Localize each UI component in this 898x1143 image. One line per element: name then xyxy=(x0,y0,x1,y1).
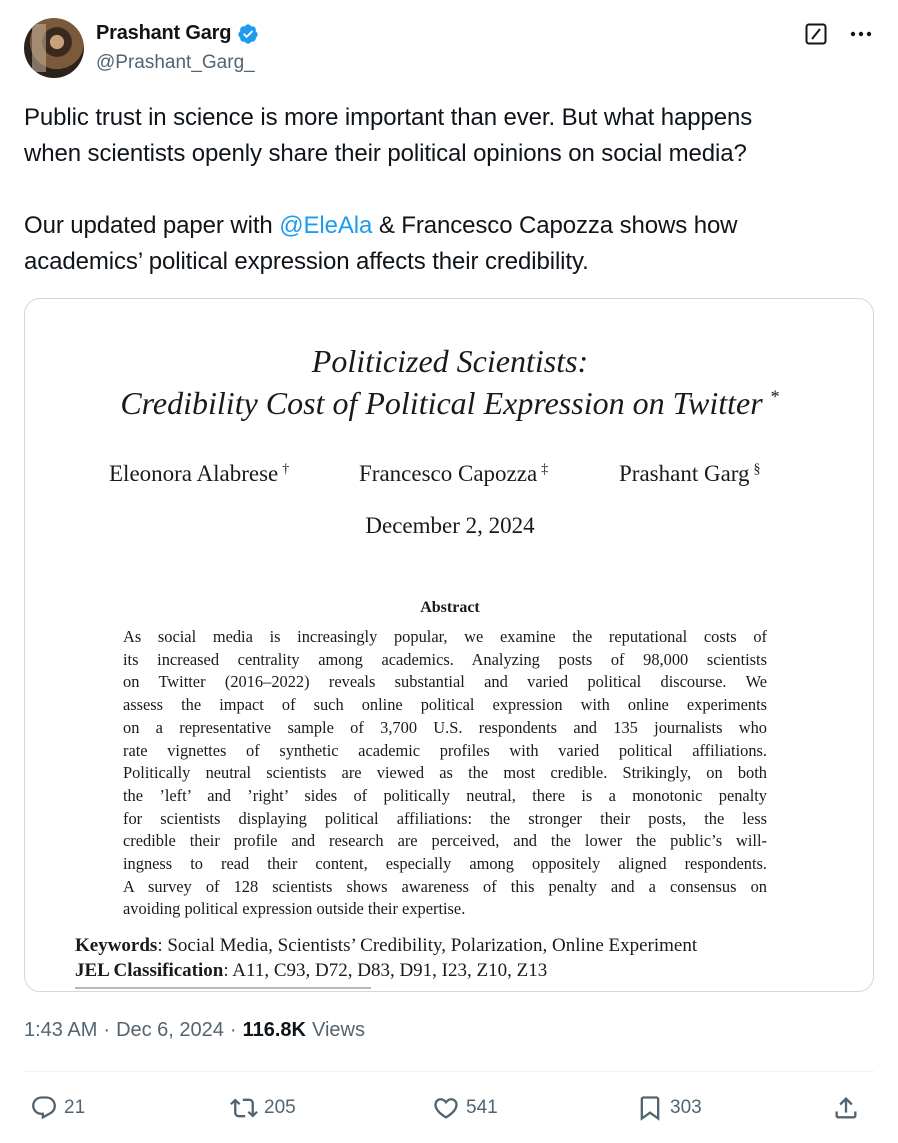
meta-separator: · xyxy=(229,1019,237,1041)
action-bar xyxy=(24,1088,874,1128)
tweet-time[interactable]: 1:43 AM xyxy=(24,1019,98,1041)
paper-keywords: Keywords: Social Media, Scientists’ Credibility, Polarization, Online Experiment xyxy=(75,935,698,956)
tweet-line-3-suffix: & Francesco Capozza shows how xyxy=(372,212,738,239)
tweet-meta xyxy=(24,1019,365,1042)
tweet-line-3-prefix: Our updated paper with xyxy=(24,212,280,239)
paper-author: Prashant Garg § xyxy=(619,461,761,486)
abstract-line: avoiding political expression outside their expertise. xyxy=(123,899,466,919)
reply-icon xyxy=(30,1094,58,1122)
share-icon xyxy=(832,1094,860,1122)
tweet-date[interactable]: Dec 6, 2024 xyxy=(116,1019,224,1041)
tweet-line-3 xyxy=(24,208,874,244)
tweet-header xyxy=(24,18,874,80)
author-name-row[interactable] xyxy=(96,22,259,45)
author-handle[interactable]: @Prashant_Garg_ xyxy=(96,52,255,73)
more-icon[interactable] xyxy=(848,24,874,44)
views-count: 116.8K xyxy=(242,1019,306,1041)
abstract-line: assess the impact of such online political expression with online experiments xyxy=(123,695,767,715)
reply-count: 21 xyxy=(64,1097,86,1118)
abstract-heading: Abstract xyxy=(420,599,480,616)
like-count: 541 xyxy=(466,1097,498,1118)
meta-separator: · xyxy=(103,1019,111,1041)
paper-screenshot xyxy=(25,299,874,992)
grok-icon[interactable] xyxy=(804,22,828,46)
mention-link[interactable]: @EleAla xyxy=(279,212,373,239)
paper-title-line-2 xyxy=(25,385,874,422)
abstract-line: on Twitter (2016–2022) reveals substantial and varied political discourse. We xyxy=(123,672,767,692)
tweet-line-1: Public trust in science is more important than ever. But what happens xyxy=(24,104,753,131)
paper-rule xyxy=(75,987,371,989)
divider xyxy=(24,1071,874,1072)
paper-title-text: Credibility Cost of Political Expression on Twitter xyxy=(120,385,763,421)
abstract-line: A survey of 128 scientists shows awareness of this penalty and a consensus on xyxy=(123,876,767,896)
paper-title-mark: * xyxy=(770,386,780,407)
abstract-body xyxy=(123,626,767,921)
paper-title-line-1: Politicized Scientists: xyxy=(311,343,589,379)
repost-button[interactable] xyxy=(230,1088,296,1128)
abstract-line: the ’left’ and ’right’ sides of politically neutral, there is a monotonic penalty xyxy=(123,785,767,805)
bookmark-button[interactable] xyxy=(636,1088,702,1128)
abstract-line: Politically neutral scientists are viewed as the most credible. Strikingly, on both xyxy=(123,763,767,783)
abstract-line: rate vignettes of synthetic academic profiles with varied political affiliations. xyxy=(123,740,767,760)
repost-count: 205 xyxy=(264,1097,296,1118)
heart-icon xyxy=(432,1094,460,1122)
like-button[interactable] xyxy=(432,1088,498,1128)
abstract-line: ingness to read their content, especially among oppositely aligned respondents. xyxy=(123,854,767,874)
abstract-line: As social media is increasingly popular, we examine the reputational costs of xyxy=(123,627,767,646)
views-label: Views xyxy=(311,1019,365,1041)
verified-badge-icon xyxy=(237,23,259,45)
abstract-line: credible their profile and research are perceived, and the lower the public’s will- xyxy=(123,831,767,851)
paper-jel-classification: JEL Classification: A11, C93, D72, D83, D91, I23, Z10, Z13 xyxy=(75,960,548,981)
bookmark-icon xyxy=(636,1094,664,1122)
tweet-text xyxy=(24,100,874,280)
paper-author: Francesco Capozza ‡ xyxy=(359,461,549,486)
tweet-line-4: academics’ political expression affects their credibility. xyxy=(24,248,589,275)
tweet-line-2: when scientists openly share their political opinions on social media? xyxy=(24,140,747,167)
share-button[interactable] xyxy=(832,1088,860,1128)
avatar[interactable] xyxy=(24,18,84,78)
abstract-line: for scientists displaying political affiliations: the stronger their posts, the less xyxy=(123,808,767,828)
paper-date: December 2, 2024 xyxy=(365,513,535,538)
repost-icon xyxy=(230,1094,258,1122)
author-display-name[interactable]: Prashant Garg xyxy=(96,22,232,44)
abstract-line: its increased centrality among academics. Analyzing posts of 98,000 scientists xyxy=(123,649,767,669)
paper-author: Eleonora Alabrese † xyxy=(109,461,290,486)
bookmark-count: 303 xyxy=(670,1097,702,1118)
abstract-line: on a representative sample of 3,700 U.S. respondents and 135 journalists who xyxy=(123,717,767,737)
reply-button[interactable] xyxy=(30,1088,85,1128)
attached-image[interactable] xyxy=(24,298,874,992)
